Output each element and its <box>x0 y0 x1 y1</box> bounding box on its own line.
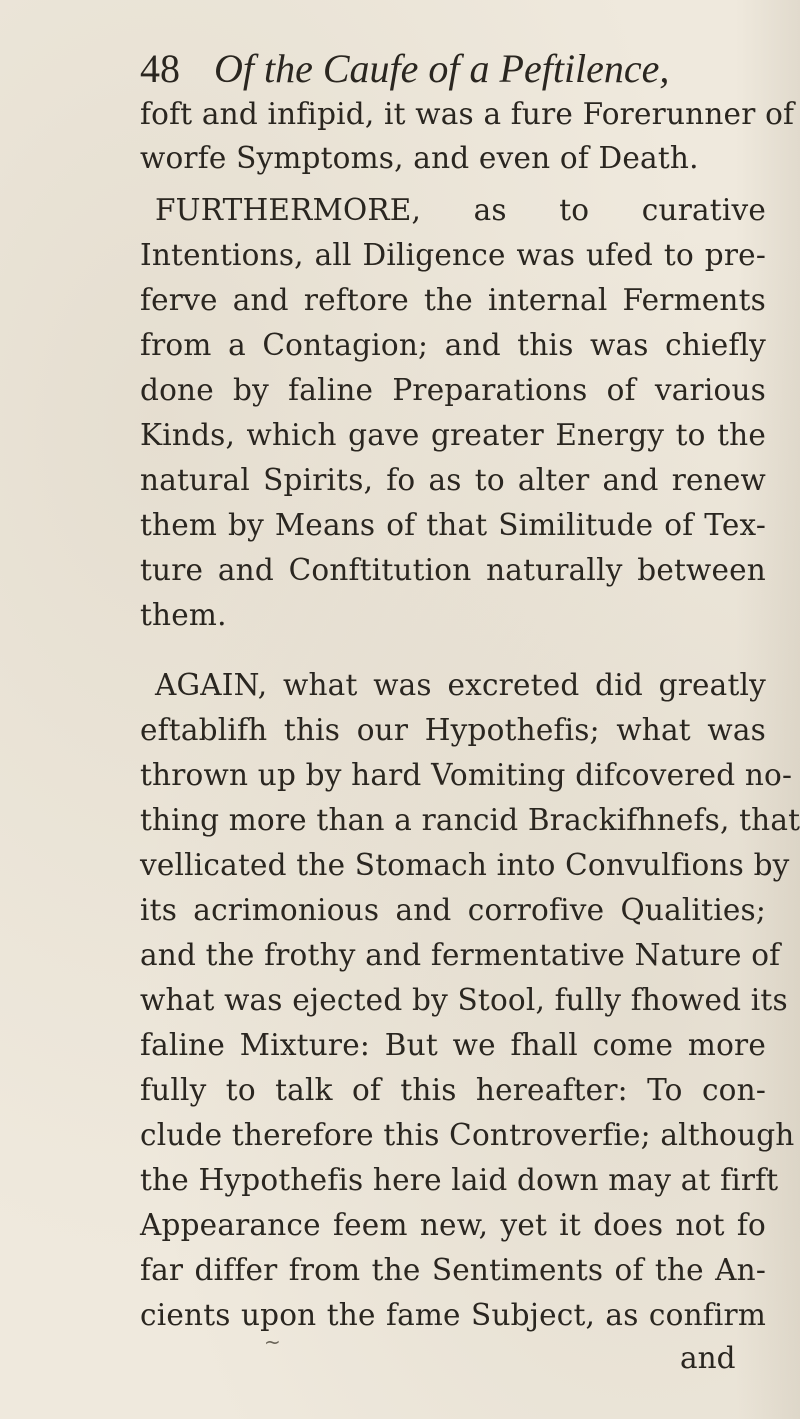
text-line: from a Contagion; and this was chiefly <box>140 328 766 362</box>
text-line: AGAIN, what was excreted did greatly <box>155 668 766 702</box>
text-line: its acrimonious and corrofive Qualities; <box>140 893 766 927</box>
text-line: Appearance feem new, yet it does not fo <box>140 1208 766 1242</box>
text-line: what was ejected by Stool, fully fhowed its <box>140 983 788 1017</box>
text-line: Intentions, all Diligence was ufed to pre- <box>140 238 766 272</box>
page-number: 48 <box>140 46 180 91</box>
text-line: foft and infipid, it was a fure Forerunner of <box>140 97 795 131</box>
running-header <box>140 44 760 94</box>
text-line: ferve and reftore the internal Ferments <box>140 283 766 317</box>
text-line: far differ from the Sentiments of the An- <box>140 1253 766 1287</box>
text-line: thrown up by hard Vomiting difcovered no- <box>140 758 793 792</box>
text-line: FURTHERMORE, as to curative <box>155 193 766 227</box>
text-line: done by faline Preparations of various <box>140 373 766 407</box>
text-line: faline Mixture: But we fhall come more <box>140 1028 766 1062</box>
text-line: the Hypothefis here laid down may at firft <box>140 1163 779 1197</box>
text-line: ture and Conftitution naturally between <box>140 553 766 587</box>
text-line: vellicated the Stomach into Convulfions by <box>140 848 790 882</box>
text-line: Kinds, which gave greater Energy to the <box>140 418 766 452</box>
text-line: fully to talk of this hereafter: To con- <box>140 1073 766 1107</box>
printer-mark: ~ <box>264 1330 281 1354</box>
text-line: cients upon the fame Subject, as confirm <box>140 1298 766 1332</box>
text-line: thing more than a rancid Brackifhnefs, that <box>140 803 800 837</box>
text-line: worfe Symptoms, and even of Death. <box>140 141 699 175</box>
catchword: and <box>680 1341 736 1375</box>
text-line: and the frothy and fermentative Nature of <box>140 938 781 972</box>
running-title: Of the Caufe of a Peftilence, <box>214 46 670 91</box>
text-line: eftablifh this our Hypothefis; what was <box>140 713 766 747</box>
text-line: them by Means of that Similitude of Tex- <box>140 508 766 542</box>
text-line: clude therefore this Controverfie; although <box>140 1118 795 1152</box>
text-line: natural Spirits, fo as to alter and renew <box>140 463 766 497</box>
text-line: them. <box>140 598 227 632</box>
